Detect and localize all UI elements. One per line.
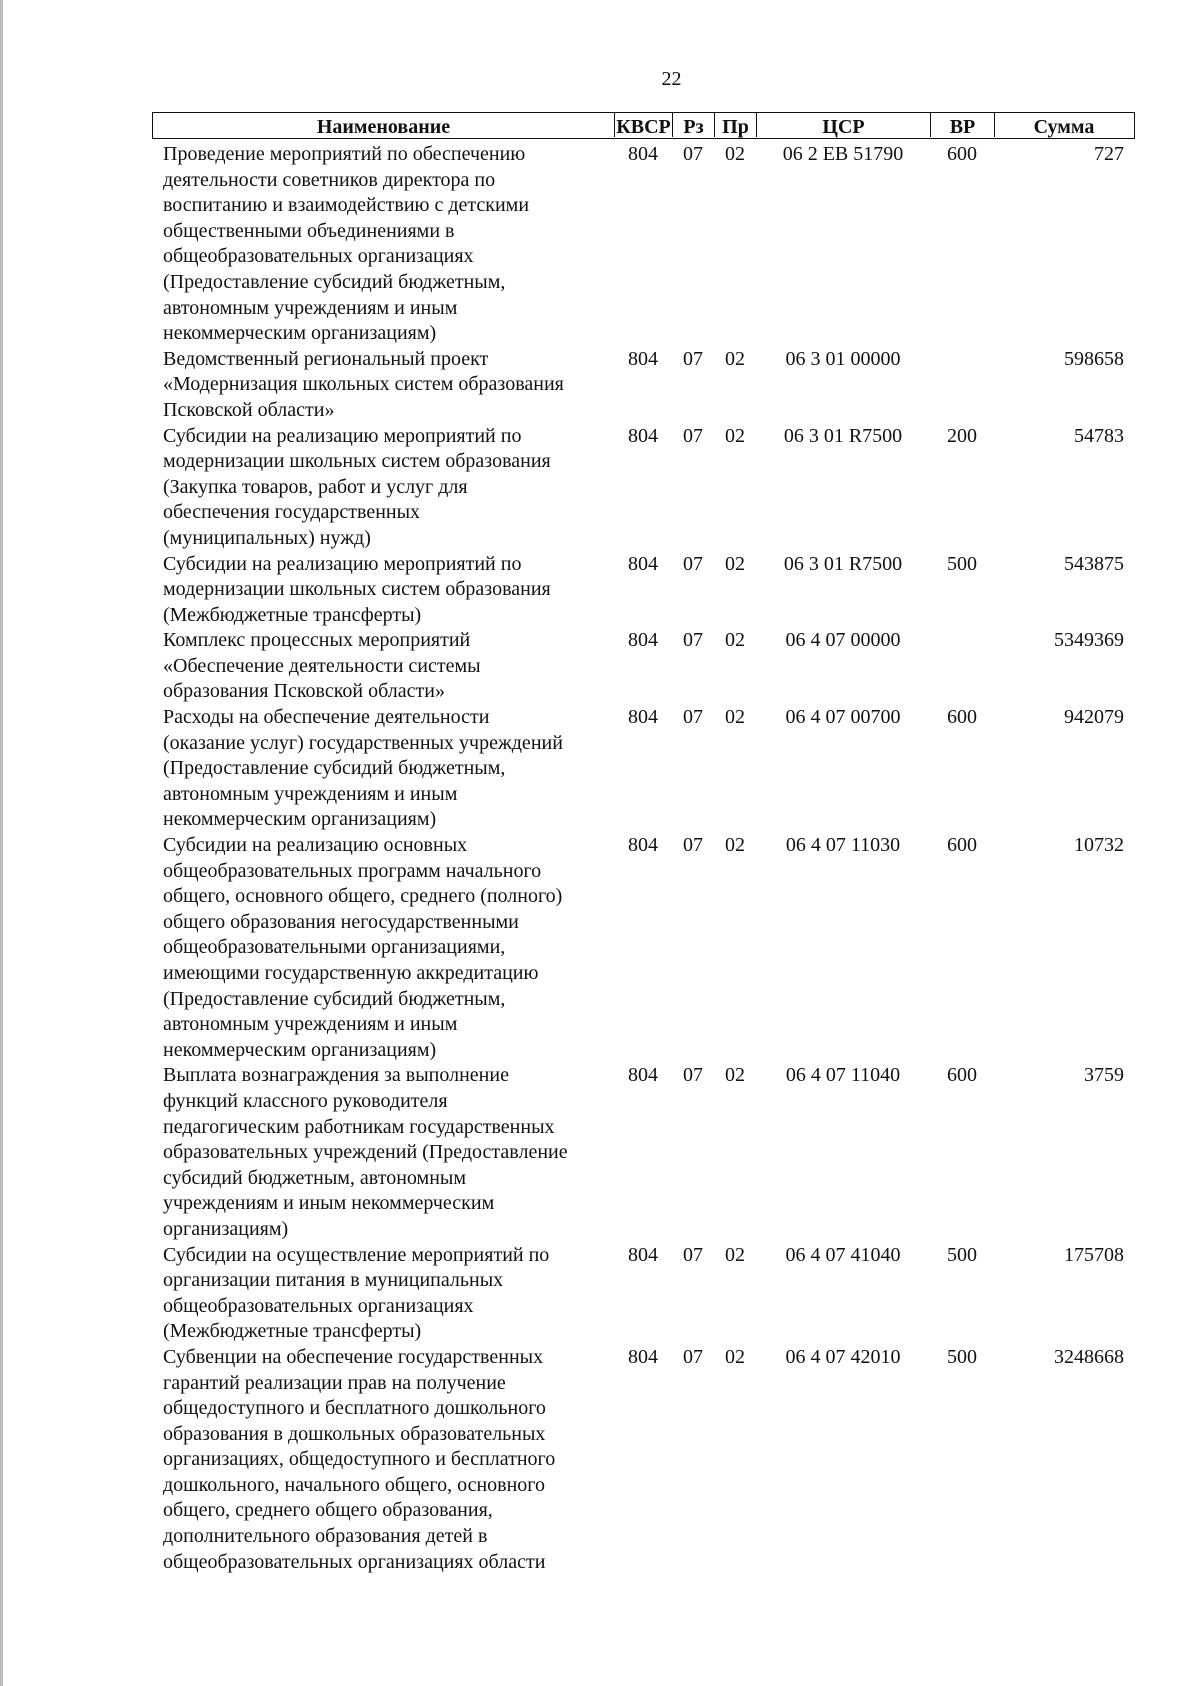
row-name [152,1345,610,1575]
row-name-line: Субсидии на реализацию мероприятий по [163,424,522,447]
row-name [152,142,610,347]
row-kvsr: 804 [628,347,658,370]
row-name-line: Проведение мероприятий по обеспечению [163,143,526,165]
row-name-line: автономным учреждениям и иным [163,1013,458,1036]
row-rz: 07 [683,347,703,370]
row-name [152,628,610,705]
header-kvsr: КВСР [615,113,673,137]
row-csr: 06 4 07 00700 [785,706,901,729]
row-name-line: субсидий бюджетным, автономным [163,1166,467,1189]
row-name-line: общеобразовательными организациями, [163,936,506,959]
row-kvsr: 804 [628,143,658,165]
row-kvsr: 804 [628,706,658,729]
row-rz: 07 [683,424,703,447]
row-name-line: Комплекс процессных мероприятий [163,629,471,652]
row-name-line: обеспечения государственных [163,501,421,524]
table-row [152,1243,1135,1345]
row-name-line: модернизации школьных систем образования [163,578,551,601]
row-vr: 500 [947,1345,977,1368]
row-rz: 07 [683,1345,703,1368]
row-name-line: общедоступного и бесплатного дошкольного [163,1397,546,1420]
table-row [152,705,1135,833]
row-name-line: некоммерческим организациям) [163,808,437,831]
row-name-line: некоммерческим организациям) [163,1038,437,1061]
row-name-line: образовательных учреждений (Предоставление [163,1141,568,1164]
row-name-line: общего, среднего общего образования, [163,1499,493,1522]
row-kvsr: 804 [628,1064,658,1087]
row-name-line: Субсидии на реализацию основных [163,834,468,857]
row-name-line: (Предоставление субсидий бюджетным, [163,270,506,293]
row-name [152,347,610,424]
row-name-line: (Межбюджетные трансферты) [163,1320,422,1343]
row-name-line: (Закупка товаров, работ и услуг для [163,475,468,498]
row-name-line: организации питания в муниципальных [163,1269,504,1292]
row-vr: 500 [947,552,977,575]
row-name-line: общего, основного общего, среднего (полного) [163,885,563,908]
header-vr: ВР [931,113,995,137]
table-row [152,1063,1135,1242]
row-rz: 07 [683,1064,703,1087]
table-row [152,142,1135,347]
table-row [152,1345,1135,1575]
row-rz: 07 [683,1243,703,1266]
row-name-line: образования в дошкольных образовательных [163,1422,546,1445]
header-name: Наименование [153,113,615,137]
scan-edge [0,0,3,1686]
row-rz: 07 [683,834,703,857]
row-name-line: некоммерческим организациям) [163,322,437,345]
row-sum: 175708 [1064,1243,1124,1266]
row-name-line: организациям) [163,1217,289,1240]
table-header [152,112,1135,139]
row-pr: 02 [725,1243,745,1266]
row-csr: 06 4 07 11040 [785,1064,901,1087]
row-csr: 06 4 07 42010 [785,1345,901,1368]
header-sum: Сумма [1033,116,1095,138]
row-pr: 02 [725,143,745,165]
row-pr: 02 [725,347,745,370]
page-number: 22 [661,68,682,90]
row-name [152,1243,610,1345]
row-pr: 02 [725,834,745,857]
row-csr: 06 4 07 41040 [785,1243,901,1266]
row-sum: 543875 [1064,552,1124,575]
row-kvsr: 804 [628,834,658,857]
row-sum: 3248668 [1054,1345,1124,1368]
row-pr: 02 [725,552,745,575]
row-sum: 942079 [1064,706,1124,729]
row-name-line: общеобразовательных программ начального [163,859,542,882]
row-name-line: (Межбюджетные трансферты) [163,603,422,626]
row-name [152,705,610,833]
row-name-line: дополнительного образования детей в [163,1525,488,1548]
row-pr: 02 [725,1345,745,1368]
row-sum: 727 [1094,143,1124,165]
row-sum: 5349369 [1054,629,1124,652]
row-name-line: имеющими государственную аккредитацию [163,962,539,984]
row-name-line: (Предоставление субсидий бюджетным, [163,757,506,780]
row-name-line: общего образования негосударственными [163,910,519,933]
row-vr: 600 [947,1064,977,1087]
row-vr: 600 [947,706,977,729]
row-name-line: Ведомственный региональный проект [163,347,489,370]
row-name-line: «Модернизация школьных систем образования [163,373,564,396]
row-name [152,1063,610,1242]
row-kvsr: 804 [628,629,658,652]
row-csr: 06 4 07 11030 [785,834,901,857]
row-name-line: автономным учреждениям и иным [163,296,458,319]
row-name-line: воспитанию и взаимодействию с детскими [163,194,530,217]
row-kvsr: 804 [628,1345,658,1368]
row-kvsr: 804 [628,424,658,447]
row-pr: 02 [725,706,745,729]
header-csr: ЦСР [757,113,931,137]
row-sum: 3759 [1084,1064,1124,1087]
row-csr: 06 3 01 R7500 [783,552,903,575]
row-vr: 600 [947,143,977,165]
row-name-line: (оказание услуг) государственных учреждений [163,731,563,754]
row-name-line: (муниципальных) нужд) [163,526,371,549]
row-kvsr: 804 [628,552,658,575]
row-rz: 07 [683,629,703,652]
row-rz: 07 [683,552,703,575]
row-name-line: дошкольного, начального общего, основного [163,1473,546,1496]
row-name-line: Субсидии на осуществление мероприятий по [163,1243,550,1266]
row-name-line: деятельности советников директора по [163,168,496,191]
row-name-line: общеобразовательных организациях [163,245,474,268]
row-pr: 02 [725,424,745,447]
row-name-line: гарантий реализации прав на получение [163,1371,506,1394]
row-vr: 500 [947,1243,977,1266]
row-name-line: Субсидии на реализацию мероприятий по [163,552,522,575]
row-name-line: учреждениям и иным некоммерческим [163,1192,495,1215]
row-name-line: образования Псковской области» [163,680,445,703]
header-pr: Пр [715,113,757,137]
row-name-line: (Предоставление субсидий бюджетным, [163,987,506,1010]
row-csr: 06 2 ЕВ 51790 [782,143,904,165]
row-pr: 02 [725,629,745,652]
table-row [152,833,1135,1063]
row-csr: 06 4 07 00000 [785,629,901,652]
row-name-line: Расходы на обеспечение деятельности [163,706,490,729]
row-name-line: Субвенции на обеспечение государственных [163,1345,544,1368]
row-kvsr: 804 [628,1243,658,1266]
row-name-line: автономным учреждениям и иным [163,782,458,805]
row-name-line: общественными объединениями в [163,219,455,242]
row-name-line: общеобразовательных организациях области [163,1550,546,1573]
row-name-line: «Обеспечение деятельности системы [163,654,481,677]
row-vr: 600 [947,834,977,857]
row-name-line: общеобразовательных организациях [163,1294,474,1317]
row-csr: 06 3 01 00000 [785,347,901,370]
row-pr: 02 [725,1064,745,1087]
row-name-line: Псковской области» [163,398,335,421]
table-row [152,424,1135,552]
row-name-line: организациях, общедоступного и бесплатного [163,1448,556,1471]
row-name-line: педагогическим работникам государственных [163,1115,555,1138]
table-row [152,552,1135,629]
row-vr: 200 [947,424,977,447]
row-name [152,833,610,1063]
table-row [152,628,1135,705]
row-sum: 10732 [1074,834,1124,857]
row-sum: 598658 [1064,347,1124,370]
row-name [152,552,610,629]
table-body [152,142,1135,1575]
row-rz: 07 [683,706,703,729]
row-sum: 54783 [1074,424,1124,447]
header-rz: Рз [673,113,715,137]
row-name [152,424,610,552]
table-row [152,347,1135,424]
row-rz: 07 [683,143,703,165]
row-csr: 06 3 01 R7500 [783,424,903,447]
row-name-line: Выплата вознаграждения за выполнение [163,1064,509,1087]
row-name-line: модернизации школьных систем образования [163,450,551,473]
row-name-line: функций классного руководителя [163,1089,448,1112]
